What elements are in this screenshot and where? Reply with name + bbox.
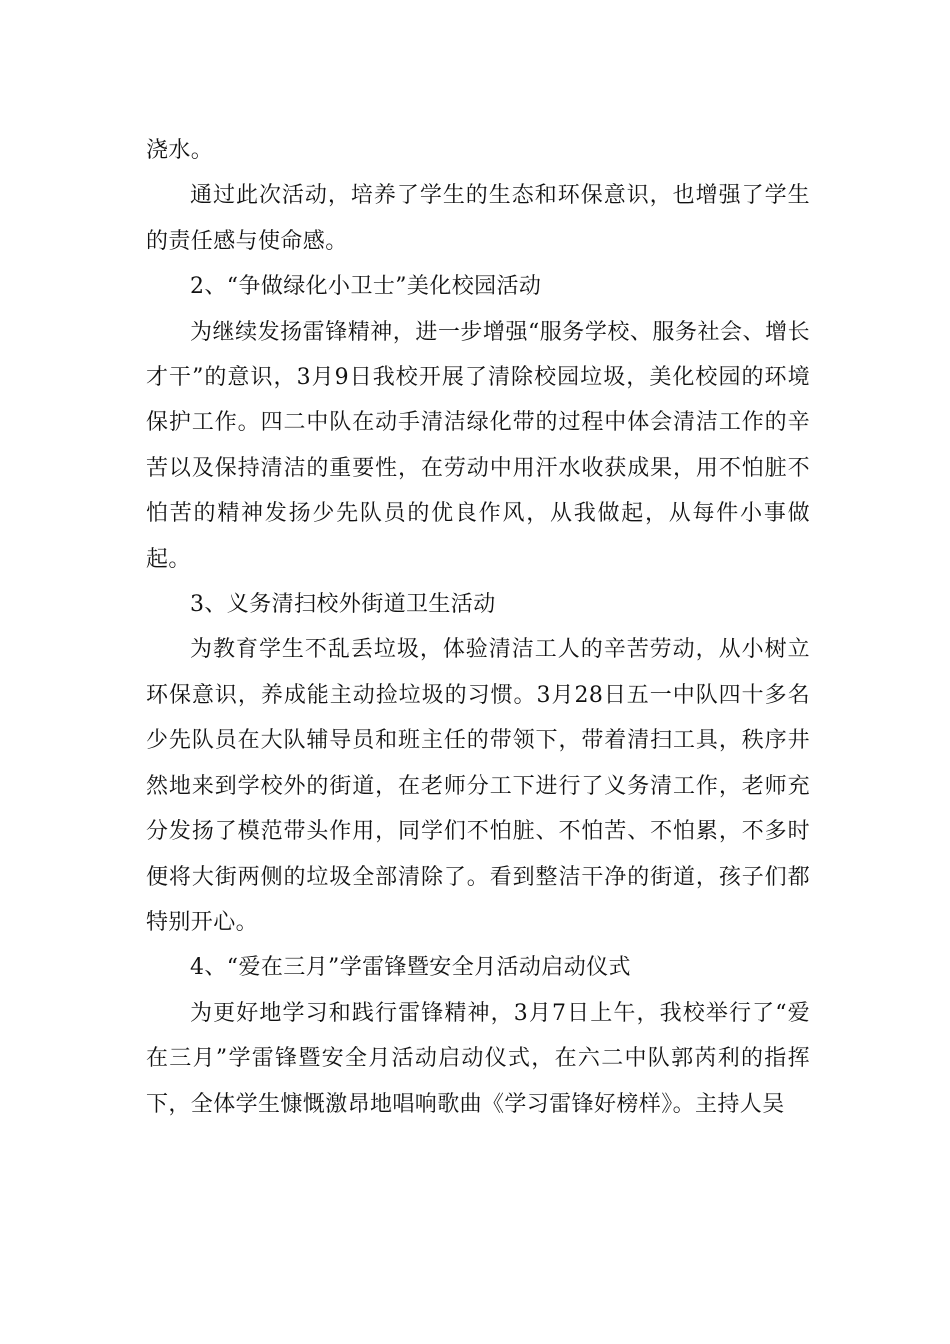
section-heading-4: 4、“爱在三月”学雷锋暨安全月活动启动仪式 [190,955,631,981]
paragraph-summary: 通过此次活动，培养了学生的生态和环保意识，也增强了学生的责任感与使命感。 [146,183,810,254]
paragraph-section-4: 为更好地学习和践行雷锋精神，3月7日上午，我校举行了“爱在三月”学雷锋暨安全月活动启动仪式，在六二中队郭芮利的指挥下，全体学生慷慨激昂地唱响歌曲《学习雷锋好榜样》。主持人吴 [146,1000,810,1117]
section-heading-3: 3、义务清扫校外街道卫生活动 [190,592,496,618]
section-heading-2: 2、“争做绿化小卫士”美化校园活动 [190,274,542,300]
paragraph-continuation: 浇水。 [146,138,214,163]
paragraph-section-3: 为教育学生不乱丢垃圾，体验清洁工人的辛苦劳动，从小树立环保意识，养成能主动捡垃圾的习惯。3月28日五一中队四十多名少先队员在大队辅导员和班主任的带领下，带着清扫工具，秩序井然地来到学校外的街道，在老师分工下进行了义务清工作，老师充分发扬了模范带头作用，同学们不怕脏、不怕苦、不怕累，不多时便将大街两侧的垃圾全部清除了。看到整洁干净的街道，孩子们都特别开心。 [146,637,810,935]
paragraph-section-2: 为继续发扬雷锋精神，进一步增强“服务学校、服务社会、增长才干”的意识，3月9日我校开展了清除校园垃圾，美化校园的环境保护工作。四二中队在动手清洁绿化带的过程中体会清洁工作的辛苦以及保持清洁的重要性，在劳动中用汗水收获成果，用不怕脏不怕苦的精神发扬少先队员的优良作风，从我做起，从每件小事做起。 [146,319,810,572]
document-page [146,128,810,1127]
